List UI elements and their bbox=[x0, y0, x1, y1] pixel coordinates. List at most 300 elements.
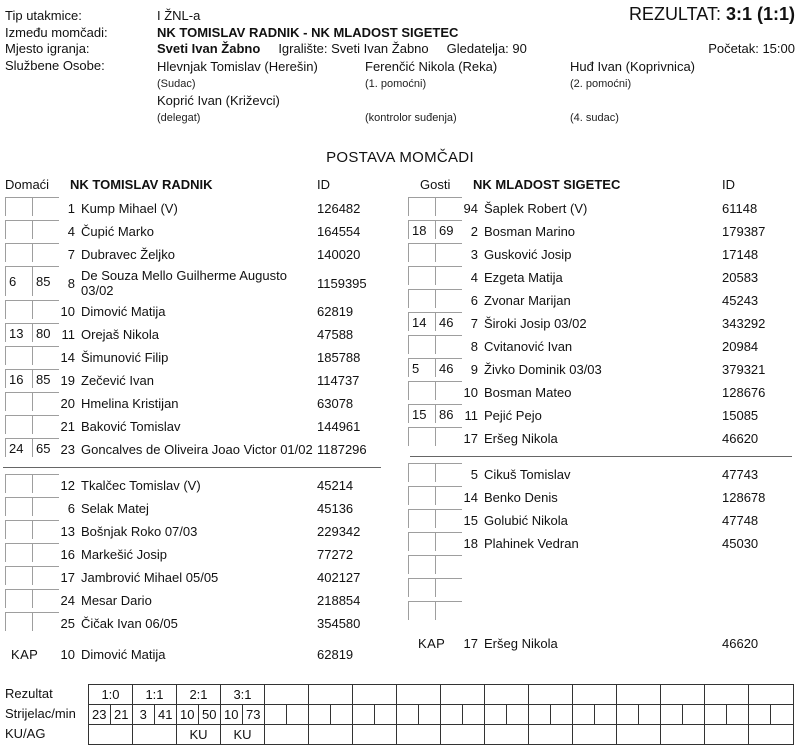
controller-name bbox=[365, 93, 570, 110]
goal-result-cell bbox=[529, 685, 572, 705]
player-row bbox=[5, 415, 395, 438]
goal-column bbox=[705, 685, 749, 744]
goal-ku-cell bbox=[441, 725, 484, 744]
player-id: 20583 bbox=[722, 270, 759, 285]
shirt-number: 25 bbox=[60, 616, 75, 631]
goal-minute-value bbox=[595, 705, 617, 724]
goal-minute-value: 41 bbox=[158, 707, 173, 722]
substitution-minute-box: 65 bbox=[32, 438, 59, 457]
delegate-name: Koprić Ivan (Križevci) bbox=[157, 93, 280, 109]
player-name: Cvitanović Ivan bbox=[484, 339, 573, 354]
away-captain-number: 17 bbox=[463, 636, 478, 651]
substitution-out-box: 16 bbox=[5, 369, 32, 388]
goal-scorer-value: 3 bbox=[133, 705, 155, 724]
player-id: 47748 bbox=[722, 513, 759, 528]
player-row bbox=[408, 601, 795, 624]
away-captain-label: KAP bbox=[418, 636, 446, 651]
home-team-column bbox=[5, 172, 395, 666]
player-row bbox=[5, 612, 395, 635]
goal-ku-cell bbox=[705, 725, 748, 744]
shirt-number: 6 bbox=[470, 293, 478, 308]
goal-scorer-value: 10 bbox=[221, 705, 243, 724]
substitution-minute-box bbox=[435, 289, 462, 308]
goal-scorer-value bbox=[705, 705, 727, 724]
goal-result-cell bbox=[661, 685, 704, 705]
home-captain-number: 10 bbox=[60, 647, 75, 662]
pitch-label: Igralište: bbox=[278, 41, 328, 56]
substitution-minute-box: 46 bbox=[435, 358, 462, 377]
substitution-minute-box bbox=[32, 415, 59, 434]
substitution-out-box bbox=[5, 566, 32, 585]
substitution-minute-box bbox=[32, 589, 59, 608]
player-id: 45214 bbox=[317, 478, 354, 493]
player-name: Šaplek Robert (V) bbox=[484, 201, 588, 216]
substitution-minute-box bbox=[435, 266, 462, 285]
player-id: 46620 bbox=[722, 431, 759, 446]
shirt-number: 10 bbox=[60, 304, 75, 319]
away-divider bbox=[410, 456, 792, 457]
player-row bbox=[5, 300, 395, 323]
player-id: 402127 bbox=[317, 570, 361, 585]
kickoff-pair bbox=[708, 41, 795, 58]
player-id: 126482 bbox=[317, 201, 361, 216]
goal-scorer-value bbox=[353, 705, 375, 724]
player-name: Pejić Pejo bbox=[484, 408, 542, 423]
player-name: Široki Josip 03/02 bbox=[484, 316, 587, 331]
player-name: Hmelina Kristijan bbox=[81, 396, 179, 411]
goal-ku-cell bbox=[309, 725, 352, 744]
substitution-minute-box bbox=[32, 300, 59, 319]
goal-result-cell: 1:1 bbox=[133, 685, 176, 705]
player-row bbox=[408, 381, 795, 404]
shirt-number: 11 bbox=[61, 327, 75, 342]
player-id: 20984 bbox=[722, 339, 759, 354]
player-id: 63078 bbox=[317, 396, 354, 411]
goal-scorer-value bbox=[573, 705, 595, 724]
player-name bbox=[478, 601, 722, 624]
score-row-labels bbox=[5, 684, 88, 745]
player-id: 1159395 bbox=[317, 275, 367, 291]
substitution-out-box bbox=[5, 300, 32, 319]
substitution-minute-box bbox=[32, 474, 59, 493]
goal-minute-value bbox=[419, 705, 441, 724]
substitution-minute-box bbox=[32, 243, 59, 262]
goal-column bbox=[661, 685, 705, 744]
player-row bbox=[5, 474, 395, 497]
goal-column bbox=[177, 685, 221, 744]
player-name: Cikuš Tomislav bbox=[484, 467, 571, 482]
score-result-label: Rezultat bbox=[5, 686, 53, 701]
player-row bbox=[408, 555, 795, 578]
goal-ku-cell bbox=[133, 725, 176, 744]
substitution-out-box bbox=[5, 243, 32, 262]
player-name: Baković Tomislav bbox=[81, 419, 181, 434]
attendance-pair bbox=[447, 41, 527, 58]
substitution-out-box bbox=[408, 381, 435, 400]
substitution-minute-box bbox=[435, 197, 462, 216]
attendance-value: 90 bbox=[512, 41, 527, 56]
substitution-out-box bbox=[408, 266, 435, 285]
venue-value: Sveti Ivan Žabno bbox=[157, 41, 261, 56]
goal-result-cell: 3:1 bbox=[221, 685, 264, 705]
goal-scorer-minute-cell bbox=[573, 705, 616, 725]
player-name: Šimunović Filip bbox=[81, 350, 169, 365]
goal-scorer-minute-cell bbox=[265, 705, 308, 725]
assistant2-role: (2. pomoćni) bbox=[570, 77, 632, 90]
goal-ku-cell bbox=[485, 725, 528, 744]
goal-scorer-value bbox=[441, 705, 463, 724]
goal-scorer-value bbox=[397, 705, 419, 724]
player-id: 17148 bbox=[722, 247, 759, 262]
shirt-number: 2 bbox=[470, 224, 478, 239]
substitution-minute-box bbox=[435, 509, 462, 528]
goal-column bbox=[89, 685, 133, 744]
goal-minute-value: 73 bbox=[246, 707, 261, 722]
goal-minute-value bbox=[771, 705, 793, 724]
substitution-minute-box: 86 bbox=[435, 404, 462, 423]
player-name: Bosman Marino bbox=[484, 224, 576, 239]
goal-result-cell bbox=[265, 685, 308, 705]
substitution-minute-box bbox=[32, 612, 59, 631]
away-captain-name: Eršeg Nikola bbox=[484, 636, 558, 651]
goal-scorer-minute-cell bbox=[529, 705, 572, 725]
substitution-out-box: 24 bbox=[5, 438, 32, 457]
substitution-minute-box: 46 bbox=[435, 312, 462, 331]
kickoff-label: Početak: bbox=[708, 41, 759, 56]
home-captain-label: KAP bbox=[11, 647, 39, 662]
player-name: Plahinek Vedran bbox=[484, 536, 579, 551]
player-row bbox=[5, 369, 395, 392]
score-section bbox=[5, 684, 794, 745]
goal-result-cell bbox=[705, 685, 748, 705]
player-name: Kump Mihael (V) bbox=[81, 201, 178, 216]
away-team-name: NK MLADOST SIGETEC bbox=[473, 177, 621, 192]
substitution-out-box bbox=[5, 612, 32, 631]
shirt-number: 13 bbox=[60, 524, 75, 539]
shirt-number: 10 bbox=[463, 385, 478, 400]
player-row bbox=[5, 520, 395, 543]
substitution-minute-box bbox=[32, 197, 59, 216]
player-row bbox=[408, 220, 795, 243]
substitution-out-box: 15 bbox=[408, 404, 435, 423]
player-row bbox=[5, 566, 395, 589]
goal-minute-value bbox=[375, 705, 397, 724]
player-id: 354580 bbox=[317, 616, 361, 631]
home-subs-list bbox=[5, 474, 395, 635]
home-captain-row bbox=[5, 643, 395, 666]
goal-column bbox=[749, 685, 793, 744]
goal-column bbox=[485, 685, 529, 744]
player-name: Orejaš Nikola bbox=[81, 327, 160, 342]
shirt-number: 21 bbox=[60, 419, 75, 434]
fourth-official-role: (4. sudac) bbox=[570, 112, 619, 125]
player-name: Selak Matej bbox=[81, 501, 149, 516]
player-row bbox=[5, 589, 395, 612]
score-scorer-label: Strijelac/min bbox=[5, 706, 76, 721]
player-row bbox=[408, 243, 795, 266]
goal-ku-cell bbox=[397, 725, 440, 744]
player-id: 140020 bbox=[317, 247, 361, 262]
goal-scorer-value bbox=[529, 705, 551, 724]
shirt-number: 11 bbox=[464, 408, 478, 423]
substitution-out-box bbox=[5, 520, 32, 539]
substitution-minute-box bbox=[435, 243, 462, 262]
shirt-number: 16 bbox=[60, 547, 75, 562]
player-id: 379321 bbox=[722, 362, 766, 377]
substitution-out-box bbox=[408, 463, 435, 482]
goal-scorer-minute-cell bbox=[617, 705, 660, 725]
shirt-number: 20 bbox=[60, 396, 75, 411]
teams-label: Između momčadi: bbox=[5, 24, 108, 40]
goal-ku-cell bbox=[573, 725, 616, 744]
shirt-number: 24 bbox=[60, 593, 75, 608]
substitution-out-box bbox=[408, 578, 435, 597]
player-row bbox=[408, 335, 795, 358]
player-name: Čičak Ivan 06/05 bbox=[81, 616, 178, 631]
player-row bbox=[408, 463, 795, 486]
goal-column bbox=[573, 685, 617, 744]
substitution-minute-box bbox=[32, 220, 59, 239]
goal-ku-cell bbox=[529, 725, 572, 744]
goal-result-cell bbox=[617, 685, 660, 705]
goal-scorer-value bbox=[617, 705, 639, 724]
substitution-out-box: 13 bbox=[5, 323, 32, 342]
goal-result-cell bbox=[485, 685, 528, 705]
player-id: 185788 bbox=[317, 350, 361, 365]
goal-scorer-minute-cell bbox=[353, 705, 396, 725]
goal-scorer-minute-cell bbox=[485, 705, 528, 725]
substitution-minute-box bbox=[435, 532, 462, 551]
result-value: 3:1 (1:1) bbox=[725, 4, 795, 24]
goal-ku-cell bbox=[353, 725, 396, 744]
substitution-out-box bbox=[5, 543, 32, 562]
player-id bbox=[722, 578, 795, 601]
shirt-number bbox=[462, 601, 478, 624]
match-type-row bbox=[5, 6, 795, 25]
player-row bbox=[5, 392, 395, 415]
attendance-label: Gledatelja: bbox=[446, 41, 509, 56]
substitution-out-box bbox=[5, 474, 32, 493]
goal-ku-cell bbox=[749, 725, 793, 744]
substitution-minute-box bbox=[32, 543, 59, 562]
player-row bbox=[408, 486, 795, 509]
away-starters-list bbox=[408, 197, 795, 450]
assistant1-name: Ferenčić Nikola (Reka) bbox=[365, 58, 498, 74]
substitution-out-box: 18 bbox=[408, 220, 435, 239]
goal-ku-cell bbox=[265, 725, 308, 744]
player-name: Čupić Marko bbox=[81, 224, 154, 239]
substitution-out-box bbox=[5, 392, 32, 411]
goal-column bbox=[397, 685, 441, 744]
substitution-out-box bbox=[408, 486, 435, 505]
player-name: Jambrović Mihael 05/05 bbox=[81, 570, 219, 585]
goal-scorer-minute-cell bbox=[749, 705, 793, 725]
kickoff-value: 15:00 bbox=[762, 41, 795, 56]
home-divider bbox=[3, 467, 381, 468]
player-row bbox=[408, 197, 795, 220]
shirt-number: 19 bbox=[60, 373, 75, 388]
goal-scorer-minute-cell bbox=[705, 705, 748, 725]
player-row bbox=[5, 323, 395, 346]
substitution-minute-box bbox=[435, 335, 462, 354]
player-id: 343292 bbox=[722, 316, 766, 331]
assistant2-name: Huđ Ivan (Koprivnica) bbox=[570, 58, 695, 74]
goal-minute-value bbox=[727, 705, 749, 724]
official-column-assistant2 bbox=[570, 59, 795, 128]
substitution-minute-box bbox=[32, 497, 59, 516]
goal-column bbox=[617, 685, 661, 744]
goal-minute-value bbox=[287, 705, 309, 724]
goal-result-cell bbox=[309, 685, 352, 705]
goal-column bbox=[265, 685, 309, 744]
goal-column bbox=[441, 685, 485, 744]
player-id: 144961 bbox=[317, 419, 361, 434]
player-row bbox=[5, 266, 395, 300]
away-team-column bbox=[408, 172, 795, 655]
goal-scorer-value bbox=[485, 705, 507, 724]
goal-scorer-minute-cell bbox=[661, 705, 704, 725]
substitution-out-box bbox=[408, 197, 435, 216]
player-id bbox=[722, 555, 795, 578]
goal-minute-value bbox=[331, 705, 353, 724]
substitution-minute-box bbox=[32, 566, 59, 585]
goal-ku-cell bbox=[89, 725, 132, 744]
substitution-out-box bbox=[5, 197, 32, 216]
player-name: Markešić Josip bbox=[81, 547, 167, 562]
substitution-minute-box: 85 bbox=[32, 369, 59, 388]
goal-scorer-minute-cell bbox=[397, 705, 440, 725]
player-id: 1187296 bbox=[317, 442, 367, 457]
goal-scorer-minute-cell bbox=[441, 705, 484, 725]
goal-minute-value bbox=[639, 705, 661, 724]
home-table-header bbox=[5, 172, 395, 197]
pitch-value: Sveti Ivan Žabno bbox=[331, 41, 429, 56]
player-name: Bosman Mateo bbox=[484, 385, 572, 400]
assistant1-role: (1. pomoćni) bbox=[365, 77, 427, 90]
away-id-header: ID bbox=[722, 177, 735, 192]
teams-row bbox=[5, 25, 795, 42]
player-row bbox=[5, 346, 395, 369]
goal-minute-value: 21 bbox=[114, 707, 129, 722]
goal-scorer-value bbox=[309, 705, 331, 724]
officials-row bbox=[5, 58, 795, 128]
goal-column bbox=[133, 685, 177, 744]
goal-column bbox=[353, 685, 397, 744]
player-row bbox=[408, 578, 795, 601]
referee-role: (Sudac) bbox=[157, 77, 196, 90]
substitution-out-box bbox=[5, 415, 32, 434]
match-type-label: Tip utakmice: bbox=[5, 8, 82, 23]
substitution-out-box bbox=[408, 601, 435, 620]
player-row bbox=[5, 497, 395, 520]
substitution-out-box bbox=[408, 335, 435, 354]
goal-scorer-value: 10 bbox=[177, 705, 199, 724]
player-id: 47588 bbox=[317, 327, 354, 342]
score-kuag-label: KU/AG bbox=[5, 726, 46, 741]
goal-scorer-minute-cell bbox=[309, 705, 352, 725]
goal-scorer-value: 23 bbox=[89, 705, 111, 724]
player-name: Mesar Dario bbox=[81, 593, 152, 608]
substitution-minute-box: 69 bbox=[435, 220, 462, 239]
player-row bbox=[5, 197, 395, 220]
player-id: 45243 bbox=[722, 293, 759, 308]
substitution-minute-box: 80 bbox=[32, 323, 59, 342]
shirt-number: 14 bbox=[463, 490, 478, 505]
player-name: Bošnjak Roko 07/03 bbox=[81, 524, 198, 539]
player-name bbox=[478, 578, 722, 601]
shirt-number: 17 bbox=[60, 570, 75, 585]
substitution-minute-box bbox=[435, 486, 462, 505]
goal-ku-cell: KU bbox=[189, 727, 208, 742]
shirt-number: 7 bbox=[67, 247, 75, 262]
away-side-label: Gosti bbox=[420, 177, 451, 192]
player-id: 229342 bbox=[317, 524, 361, 539]
player-row bbox=[5, 220, 395, 243]
shirt-number: 6 bbox=[67, 501, 75, 516]
controller-role: (kontrolor suđenja) bbox=[365, 112, 457, 125]
goal-result-cell bbox=[353, 685, 396, 705]
shirt-number: 4 bbox=[470, 270, 478, 285]
substitution-minute-box bbox=[32, 392, 59, 411]
substitution-out-box: 5 bbox=[408, 358, 435, 377]
officials-columns bbox=[157, 59, 795, 128]
goal-result-cell bbox=[573, 685, 616, 705]
match-type-value: I ŽNL-a bbox=[157, 8, 201, 23]
shirt-number bbox=[462, 555, 478, 578]
substitution-out-box bbox=[408, 532, 435, 551]
player-name: Eršeg Nikola bbox=[484, 431, 558, 446]
player-row bbox=[408, 312, 795, 335]
goal-ku-cell: KU bbox=[233, 727, 252, 742]
player-name: De Souza Mello Guilherme Augusto 03/02 bbox=[81, 268, 287, 298]
lineup-title: POSTAVA MOMČADI bbox=[326, 149, 474, 166]
player-name: Golubić Nikola bbox=[484, 513, 568, 528]
shirt-number: 23 bbox=[60, 442, 75, 457]
teams-value: NK TOMISLAV RADNIK - NK MLADOST SIGETEC bbox=[157, 24, 459, 40]
player-name: Dubravec Željko bbox=[81, 247, 175, 262]
shirt-number: 4 bbox=[67, 224, 75, 239]
home-captain-name: Dimović Matija bbox=[81, 647, 166, 662]
goal-minute-value bbox=[463, 705, 485, 724]
player-id bbox=[722, 601, 795, 624]
goal-minute-value bbox=[551, 705, 573, 724]
player-row bbox=[5, 243, 395, 266]
player-row bbox=[5, 438, 395, 461]
goal-scorer-value bbox=[265, 705, 287, 724]
goal-minute-value bbox=[683, 705, 705, 724]
player-row bbox=[408, 358, 795, 381]
player-name: Goncalves de Oliveira Joao Victor 01/02 bbox=[81, 442, 313, 457]
player-name: Dimović Matija bbox=[81, 304, 166, 319]
goal-grid bbox=[88, 684, 794, 745]
substitution-minute-box bbox=[435, 555, 462, 574]
pitch-pair bbox=[278, 41, 428, 58]
goal-minute-value: 50 bbox=[202, 707, 217, 722]
goal-ku-cell bbox=[617, 725, 660, 744]
goal-column bbox=[309, 685, 353, 744]
goal-column bbox=[221, 685, 265, 744]
goal-scorer-value bbox=[661, 705, 683, 724]
player-id: 45030 bbox=[722, 536, 759, 551]
substitution-minute-box bbox=[435, 463, 462, 482]
goal-scorer-minute-cell bbox=[177, 705, 220, 725]
fourth-official-name bbox=[570, 93, 795, 110]
shirt-number: 8 bbox=[470, 339, 478, 354]
goal-result-cell bbox=[441, 685, 484, 705]
player-name: Benko Denis bbox=[484, 490, 558, 505]
venue-label: Mjesto igranja: bbox=[5, 41, 90, 56]
player-id: 164554 bbox=[317, 224, 361, 239]
